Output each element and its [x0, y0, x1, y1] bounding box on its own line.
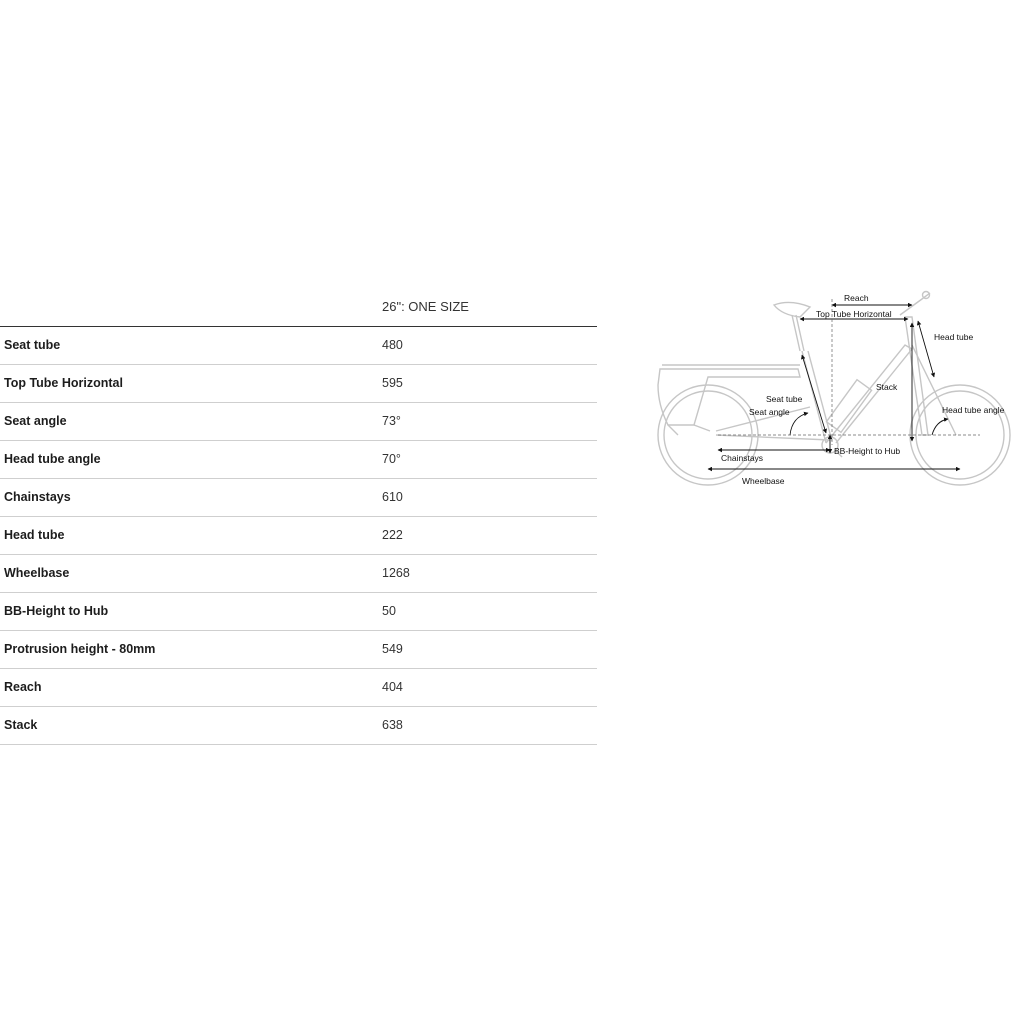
- table-row: [0, 365, 597, 403]
- row-value: 50: [382, 604, 396, 618]
- table-row: [0, 327, 597, 365]
- label-head-tube: Head tube: [934, 332, 974, 342]
- row-value: 1268: [382, 566, 410, 580]
- row-label: Wheelbase: [4, 566, 70, 580]
- row-label: Seat tube: [4, 338, 61, 352]
- row-value: 73°: [382, 414, 401, 428]
- label-reach: Reach: [844, 293, 869, 303]
- row-label: Head tube: [4, 528, 65, 542]
- label-chainstays: Chainstays: [721, 453, 764, 463]
- row-value: 638: [382, 718, 403, 732]
- row-value: 480: [382, 338, 403, 352]
- head-tube-line: [918, 321, 934, 377]
- saddle: [774, 302, 810, 317]
- row-value: 404: [382, 680, 403, 694]
- head-tube-angle-arc: [932, 419, 948, 435]
- label-wheelbase: Wheelbase: [742, 476, 785, 486]
- label-bb-height-to-hub: BB-Height to Hub: [834, 446, 901, 456]
- table-header-row: [0, 288, 597, 327]
- label-head-tube-angle: Head tube angle: [942, 405, 1005, 415]
- table-row: [0, 403, 597, 441]
- row-label: Protrusion height - 80mm: [4, 642, 156, 656]
- size-column-header: 26": ONE SIZE: [382, 299, 469, 314]
- table-row: [0, 707, 597, 745]
- row-label: BB-Height to Hub: [4, 604, 109, 618]
- table-row: [0, 593, 597, 631]
- row-label: Stack: [4, 718, 38, 732]
- bike-geometry-diagram: [650, 285, 1024, 507]
- reference-lines: [718, 299, 980, 445]
- row-value: 70°: [382, 452, 401, 466]
- seat-angle-arc: [790, 413, 808, 435]
- label-stack: Stack: [876, 382, 898, 392]
- dimension-lines: [708, 305, 960, 469]
- table-row: [0, 479, 597, 517]
- label-seat-tube: Seat tube: [766, 394, 803, 404]
- battery: [826, 380, 871, 433]
- label-top-tube-horizontal: Top Tube Horizontal: [816, 309, 892, 319]
- geometry-table: [0, 288, 597, 745]
- row-value: 222: [382, 528, 403, 542]
- table-row: [0, 631, 597, 669]
- row-value: 610: [382, 490, 403, 504]
- table-body: [0, 327, 597, 745]
- table-row: [0, 555, 597, 593]
- label-seat-angle: Seat angle: [749, 407, 790, 417]
- row-label: Chainstays: [4, 490, 71, 504]
- table-row: [0, 441, 597, 479]
- table-row: [0, 669, 597, 707]
- row-value: 595: [382, 376, 403, 390]
- row-value: 549: [382, 642, 403, 656]
- row-label: Reach: [4, 680, 42, 694]
- row-label: Head tube angle: [4, 452, 101, 466]
- row-label: Top Tube Horizontal: [4, 376, 123, 390]
- row-label: Seat angle: [4, 414, 67, 428]
- seat-tube-line: [802, 355, 826, 433]
- table-row: [0, 517, 597, 555]
